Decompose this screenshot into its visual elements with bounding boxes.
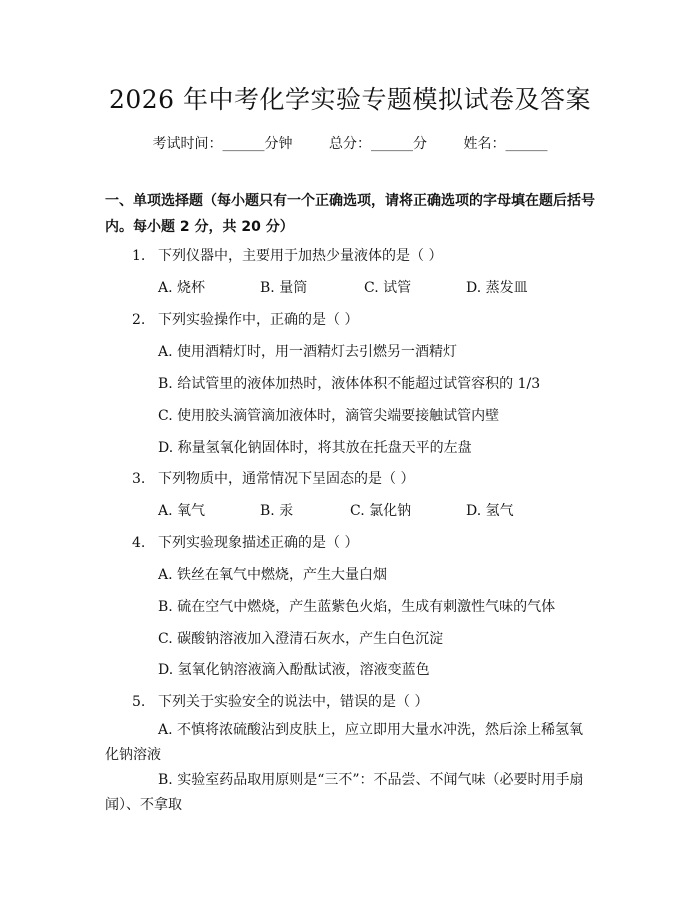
option-a: A. 不慎将浓硫酸沾到皮肤上，应立即用大量水冲洗，然后涂上稀氢氧化钠溶液 <box>105 722 584 763</box>
option-b: B. 给试管里的液体加热时，液体体积不能超过试管容积的 1/3 <box>158 376 541 392</box>
question-number: 4. <box>132 535 146 551</box>
question-number: 3. <box>132 471 146 487</box>
option-c: C. 试管 <box>364 280 412 296</box>
option-c: C. 碳酸钠溶液加入澄清石灰水，产生白色沉淀 <box>158 631 444 647</box>
question-stem: 下列仪器中，主要用于加热少量液体的是（ ） <box>158 248 443 264</box>
option-c: C. 使用胶头滴管滴加液体时，滴管尖端要接触试管内壁 <box>158 408 500 424</box>
option-c: C. 氯化钠 <box>350 503 412 519</box>
student-name: 姓名：______ <box>463 136 548 152</box>
option-a: A. 烧杯 <box>158 280 206 296</box>
question-stem: 下列物质中，通常情况下呈固态的是（ ） <box>158 471 415 487</box>
option-a: A. 氧气 <box>158 503 206 519</box>
question-2 <box>132 309 358 329</box>
question-5 <box>132 691 428 711</box>
option-b: B. 汞 <box>260 503 294 519</box>
option-d: D. 蒸发皿 <box>466 280 528 296</box>
question-3 <box>132 468 414 488</box>
exam-time: 考试时间：______分钟 <box>152 136 293 152</box>
question-number: 2. <box>132 312 146 328</box>
question-stem: 下列关于实验安全的说法中，错误的是（ ） <box>158 694 429 710</box>
option-d: D. 氢气 <box>466 503 514 519</box>
option-a: A. 铁丝在氧气中燃烧，产生大量白烟 <box>158 567 388 583</box>
option-b: B. 硫在空气中燃烧，产生蓝紫色火焰，生成有刺激性气味的气体 <box>158 599 556 615</box>
exam-meta <box>0 133 700 153</box>
section-heading: 一、单项选择题（每小题只有一个正确选项，请将正确选项的字母填在题后括号内。每小题 2 分，共 20 分） <box>105 193 595 235</box>
question-4 <box>132 532 358 552</box>
question-number: 5. <box>132 694 146 710</box>
exam-score: 总分：______分 <box>329 136 427 152</box>
option-d: D. 称量氢氧化钠固体时，将其放在托盘天平的左盘 <box>158 440 472 456</box>
question-number: 1. <box>132 248 146 264</box>
question-1 <box>132 245 442 265</box>
option-b: B. 量筒 <box>260 280 308 296</box>
question-stem: 下列实验操作中，正确的是（ ） <box>158 312 359 328</box>
option-a: A. 使用酒精灯时，用一酒精灯去引燃另一酒精灯 <box>158 344 458 360</box>
question-stem: 下列实验现象描述正确的是（ ） <box>158 535 359 551</box>
option-d: D. 氢氧化钠溶液滴入酚酞试液，溶液变蓝色 <box>158 662 430 678</box>
option-b: B. 实验室药品取用原则是“三不”：不品尝、不闻气味（必要时用手扇闻）、不拿取 <box>105 772 584 813</box>
page-title: 2026 年中考化学实验专题模拟试卷及答案 <box>108 85 592 114</box>
